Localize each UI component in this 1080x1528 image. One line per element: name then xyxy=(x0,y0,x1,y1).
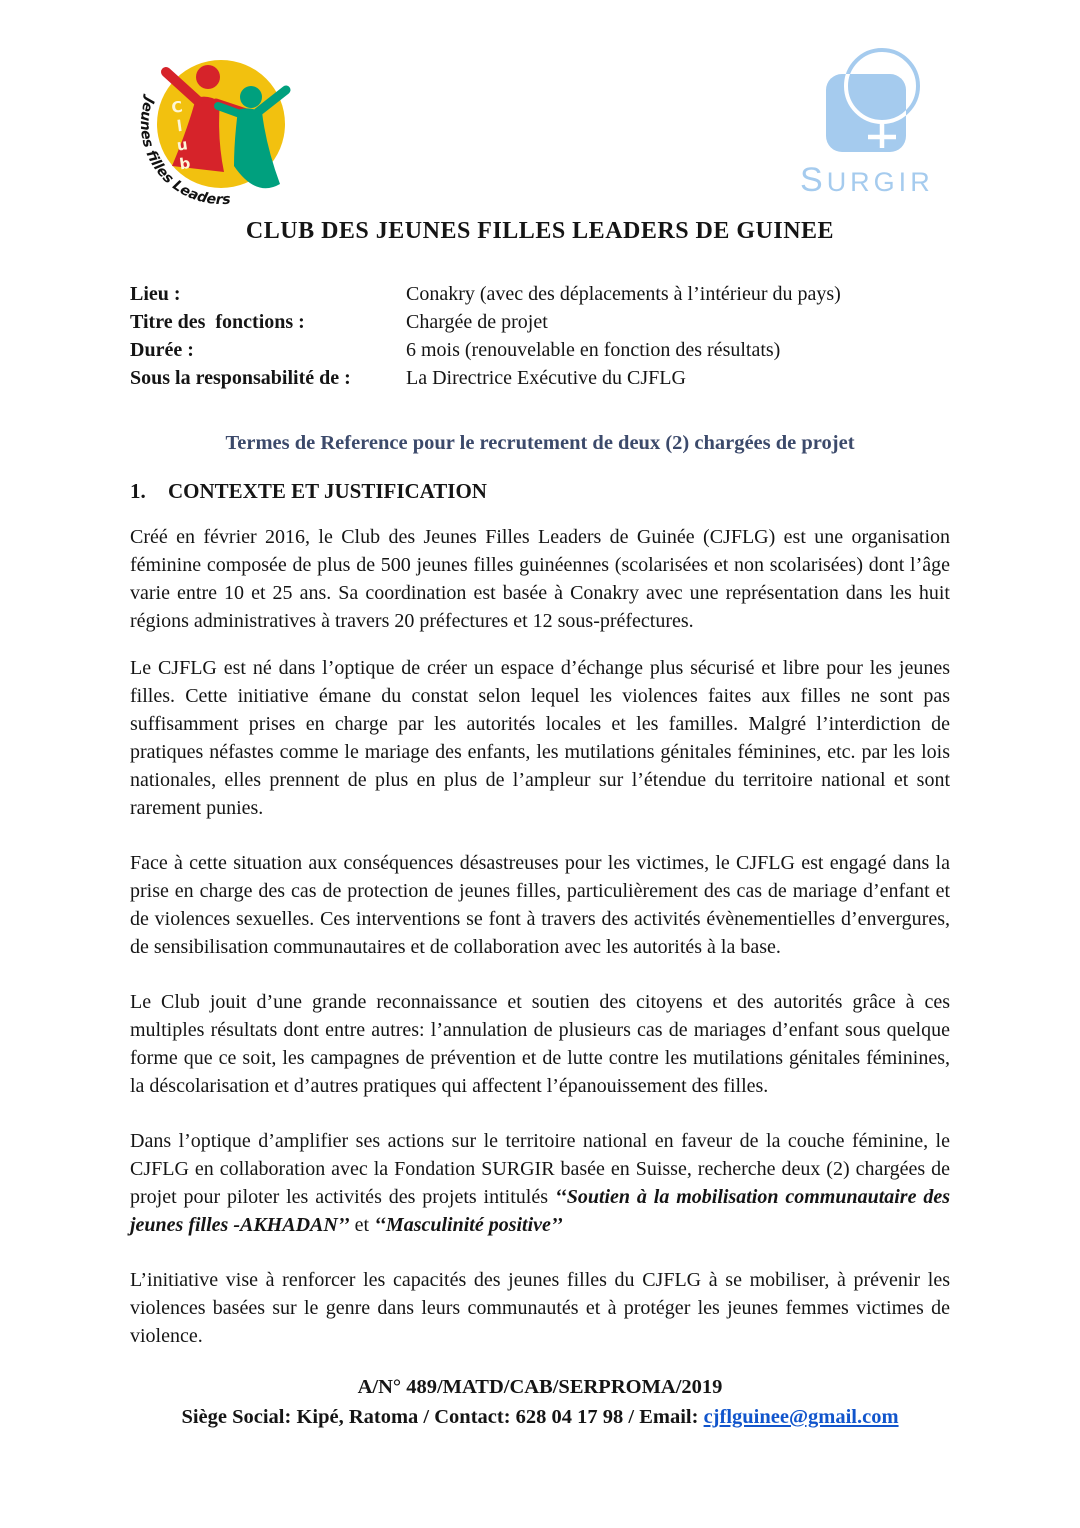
section-heading-contexte xyxy=(130,479,950,504)
project-title-akhadan: ‘‘Soutien à la mobilisation communautaire des jeunes filles -AKHADAN’’ xyxy=(130,1186,950,1236)
paragraph-creation: Créé en février 2016, le Club des Jeunes Filles Leaders de Guinée (CJFLG) est une organisation féminine composée de plus de 500 jeunes filles guinéennes (scolarisées et non scolarisées) dont l’âge varie entre 10 et 25 ans. Sa coordination est basée à Conakry avec une représentation dans les huit régions administratives à travers 20 préfectures et 12 sous-préfectures. xyxy=(130,526,950,632)
info-label-duree: Durée : xyxy=(130,339,194,361)
paragraph-initiative: L’initiative vise à renforcer les capacités des jeunes filles du CJFLG à se mobiliser, à prévenir les violences basées sur le genre dans leurs communautés et à protéger les jeunes femmes victimes de violence. xyxy=(130,1269,950,1347)
paragraph-reconnaissance: Le Club jouit d’une grande reconnaissance et soutien des citoyens et des autorités grâce à ces multiples résultats dont entre autres: l’annulation de plusieurs cas de mariages d’enfant sous quelque forme que ce soit, les campagnes de prévention et de lutte contre les mutilations génitales féminines, la déscolarisation et d’autres pratiques qui affectent l’épanouissement des filles. xyxy=(130,991,950,1097)
club-jeunes-filles-leaders-logo xyxy=(116,46,311,221)
club-logo-graphic xyxy=(116,46,311,221)
document-title: CLUB DES JEUNES FILLES LEADERS DE GUINEE xyxy=(245,218,835,244)
info-value-lieu: Conakry (avec des déplacements à l’intérieur du pays) xyxy=(406,283,841,305)
surgir-logo xyxy=(798,44,963,199)
info-label-titre: Titre des fonctions : xyxy=(130,311,305,333)
club-logo-vertical-text: Club xyxy=(166,97,196,175)
document-body xyxy=(0,218,1080,1350)
info-label-lieu: Lieu : xyxy=(130,283,181,305)
paragraph-recrutement-text: Dans l’optique d’amplifier ses actions sur le territoire national en faveur de la couche féminine, le CJFLG en collaboration avec la Fondation SURGIR basée en Suisse, recherche deux (2) chargées de projet pour piloter les activités des projets intitulés xyxy=(130,1130,950,1208)
surgir-logo-graphic xyxy=(798,44,958,156)
club-logo-curved-text: Jeunes filles Leaders xyxy=(136,95,232,209)
paragraph-recrutement xyxy=(130,1127,950,1239)
project-title-masculinite-positive: ‘‘Masculinité positive’’ xyxy=(374,1214,563,1236)
info-value-responsabilite: La Directrice Exécutive du CJFLG xyxy=(406,367,686,389)
info-value-titre: Chargée de projet xyxy=(406,311,548,333)
surgir-wordmark-rest: URGIR xyxy=(826,167,934,197)
paragraph-recrutement-connector: et xyxy=(349,1214,375,1236)
contact-text: Siège Social: Kipé, Ratoma / Contact: 628 04 17 98 / Email: xyxy=(181,1406,704,1428)
contact-line xyxy=(0,1406,1080,1429)
paragraph-origine: Le CJFLG est né dans l’optique de créer un espace d’échange plus sécurisé et libre pour les jeunes filles. Cette initiative émane du constat selon lequel les violences faites aux filles ne sont pas suffisamment prises en charge par les autorités locales et les familles. Malgré l’interdiction de pratiques néfastes comme le mariage des enfants, les mutilations génitales féminines, etc. par les lois nationales, elles prennent de plus en plus de l’ampleur sur l’étendue du territoire national et sont rarement punies. xyxy=(130,657,950,819)
surgir-wordmark xyxy=(800,163,963,197)
document-footer xyxy=(0,1376,1080,1429)
section-number: 1. xyxy=(130,479,146,503)
terms-of-reference-subtitle: Termes de Reference pour le recrutement de deux (2) chargées de projet xyxy=(225,432,855,454)
position-info-block xyxy=(130,281,950,392)
surgir-wordmark-initial: S xyxy=(800,161,827,199)
surgir-blue-square xyxy=(826,74,906,152)
reference-number: A/N° 489/MATD/CAB/SERPROMA/2019 xyxy=(357,1376,723,1398)
email-link[interactable]: cjflguinee@gmail.com xyxy=(703,1406,899,1428)
section-title: CONTEXTE ET JUSTIFICATION xyxy=(168,479,487,503)
info-label-responsabilite: Sous la responsabilité de : xyxy=(130,367,351,389)
info-value-duree: 6 mois (renouvelable en fonction des résultats) xyxy=(406,339,781,361)
paragraph-engagement: Face à cette situation aux conséquences désastreuses pour les victimes, le CJFLG est engagé dans la prise en charge des cas de protection de jeunes filles, particulièrement des cas de mariage d’enfant et de violences sexuelles. Ces interventions se font à travers des activités évènementielles d’envergures, de sensibilisation communautaires et de collaboration avec les autorités à la base. xyxy=(130,852,950,958)
